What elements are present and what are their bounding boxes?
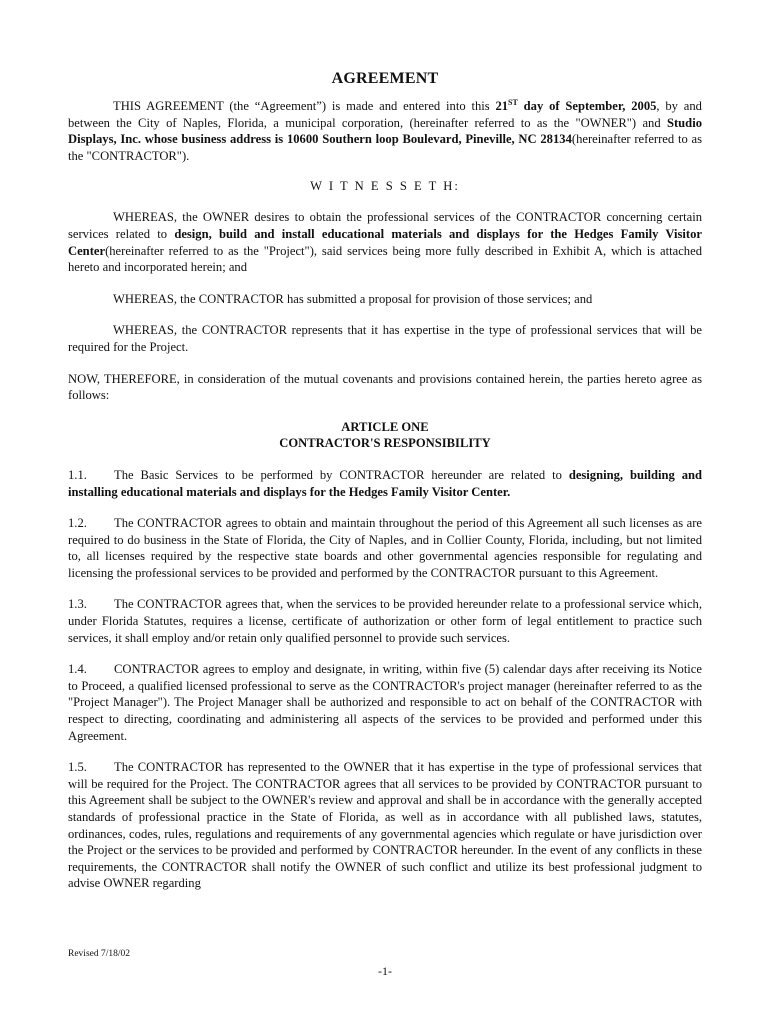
intro-text-3: (hereinafter referred to as the "CONTRACTOR").: [68, 132, 702, 163]
section-number: 1.1.: [68, 467, 87, 482]
article-title: CONTRACTOR'S RESPONSIBILITY: [279, 436, 491, 451]
section-1-2: [68, 515, 702, 581]
section-bold-text: designing, building and installing educational materials and displays for the Hedges Family Visitor Center.: [68, 467, 702, 499]
section-text: The CONTRACTOR agrees that, when the services to be provided hereunder relate to a professional service which, under Florida Statutes, requires a license, certificate of authorization or other form of legal entitlement to practice such services, it shall employ and/or retain only qualified personnel to provide such services.: [68, 597, 702, 645]
section-number: 1.2.: [68, 516, 87, 531]
section-number: 1.4.: [68, 662, 87, 677]
section-1-4: [68, 661, 702, 744]
contractor-name-address: Studio Displays, Inc. whose business address is 10600 Southern loop Boulevard, Pineville, NC 28134: [68, 115, 702, 147]
document-page: [68, 70, 702, 892]
document-title: AGREEMENT: [331, 70, 439, 87]
whereas-paragraph-3: WHEREAS, the CONTRACTOR represents that it has expertise in the type of professional services that will be required for the Project.: [68, 323, 702, 354]
now-therefore-paragraph: NOW, THEREFORE, in consideration of the mutual covenants and provisions contained herein, the parties hereto agree as follows:: [68, 371, 702, 403]
whereas1-text-1: WHEREAS, the OWNER desires to obtain the professional services of the CONTRACTOR concerning certain services related to: [68, 210, 702, 241]
intro-text-1: THIS AGREEMENT (the “Agreement”) is made and entered into this: [113, 99, 496, 113]
article-heading: [68, 419, 702, 452]
section-1-1: [68, 467, 702, 500]
section-1-5: [68, 759, 702, 892]
section-number: 1.5.: [68, 760, 87, 775]
section-text: The Basic Services to be performed by CONTRACTOR hereunder are related to: [114, 467, 569, 482]
intro-paragraph: [68, 98, 702, 164]
section-text: CONTRACTOR agrees to employ and designate, in writing, within five (5) calendar days after receiving its Notice to Proceed, a qualified licensed professional to serve as the CONTRACTOR's project manager (hereinafter referred to as the "Project Manager"). The Project Manager shall be authorized and responsible to act on behalf of the CONTRACTOR with respect to directing, coordinating and administering all aspects of the services to be provided and performed under this Agreement.: [68, 662, 702, 743]
agreement-day: 21ST day of September, 2005: [495, 97, 657, 113]
day-suffix: ST: [508, 97, 518, 107]
whereas1-text-2: (hereinafter referred to as the "Project"), said services being more fully described in Exhibit A, which is attached hereto and incorporated herein; and: [68, 243, 702, 275]
article-number: ARTICLE ONE: [341, 419, 429, 434]
section-text: The CONTRACTOR agrees to obtain and maintain throughout the period of this Agreement all such licenses as are required to do business in the State of Florida, the City of Naples, and in Collier County, Florida, including, but not limited to, all licenses required by the respective state boards and other governmental agencies responsible for regulating and licensing the professional services to be provided and performed by the CONTRACTOR pursuant to this Agreement.: [68, 516, 702, 580]
project-description: design, build and install educational materials and displays for the Hedges Family Visitor Center: [68, 226, 703, 258]
section-number: 1.3.: [68, 597, 87, 612]
section-1-3: [68, 596, 702, 646]
whereas-paragraph-1: [68, 209, 702, 275]
whereas-paragraph-2: WHEREAS, the CONTRACTOR has submitted a proposal for provision of those services; and: [113, 291, 593, 306]
revision-date: Revised 7/18/02: [68, 949, 131, 959]
agreement-date: day of September, 2005: [517, 99, 657, 113]
section-text: The CONTRACTOR has represented to the OWNER that it has expertise in the type of professional services that will be required for the Project. The CONTRACTOR agrees that all services to be provided by CONTRACTOR pursuant to this Agreement shall be subject to the OWNER's review and approval and shall be in accordance with the generally accepted standards of professional practice in the State of Florida, as well as in accordance with all published laws, statutes, ordinances, codes, rules, regulations and requirements of any governmental agencies which regulate or have jurisdiction over the Project or the services to be provided and performed by CONTRACTOR hereunder. In the event of any conflicts in these requirements, the CONTRACTOR shall notify the OWNER of such conflict and utilize its best professional judgment to advise OWNER regarding: [68, 760, 702, 891]
page-number: -1-: [378, 964, 392, 978]
witnesseth-heading: W I T N E S S E T H:: [310, 179, 460, 194]
intro-text-2: , by and between the City of Naples, Florida, a municipal corporation, (hereinafter referred to as the "OWNER") and: [68, 99, 702, 130]
